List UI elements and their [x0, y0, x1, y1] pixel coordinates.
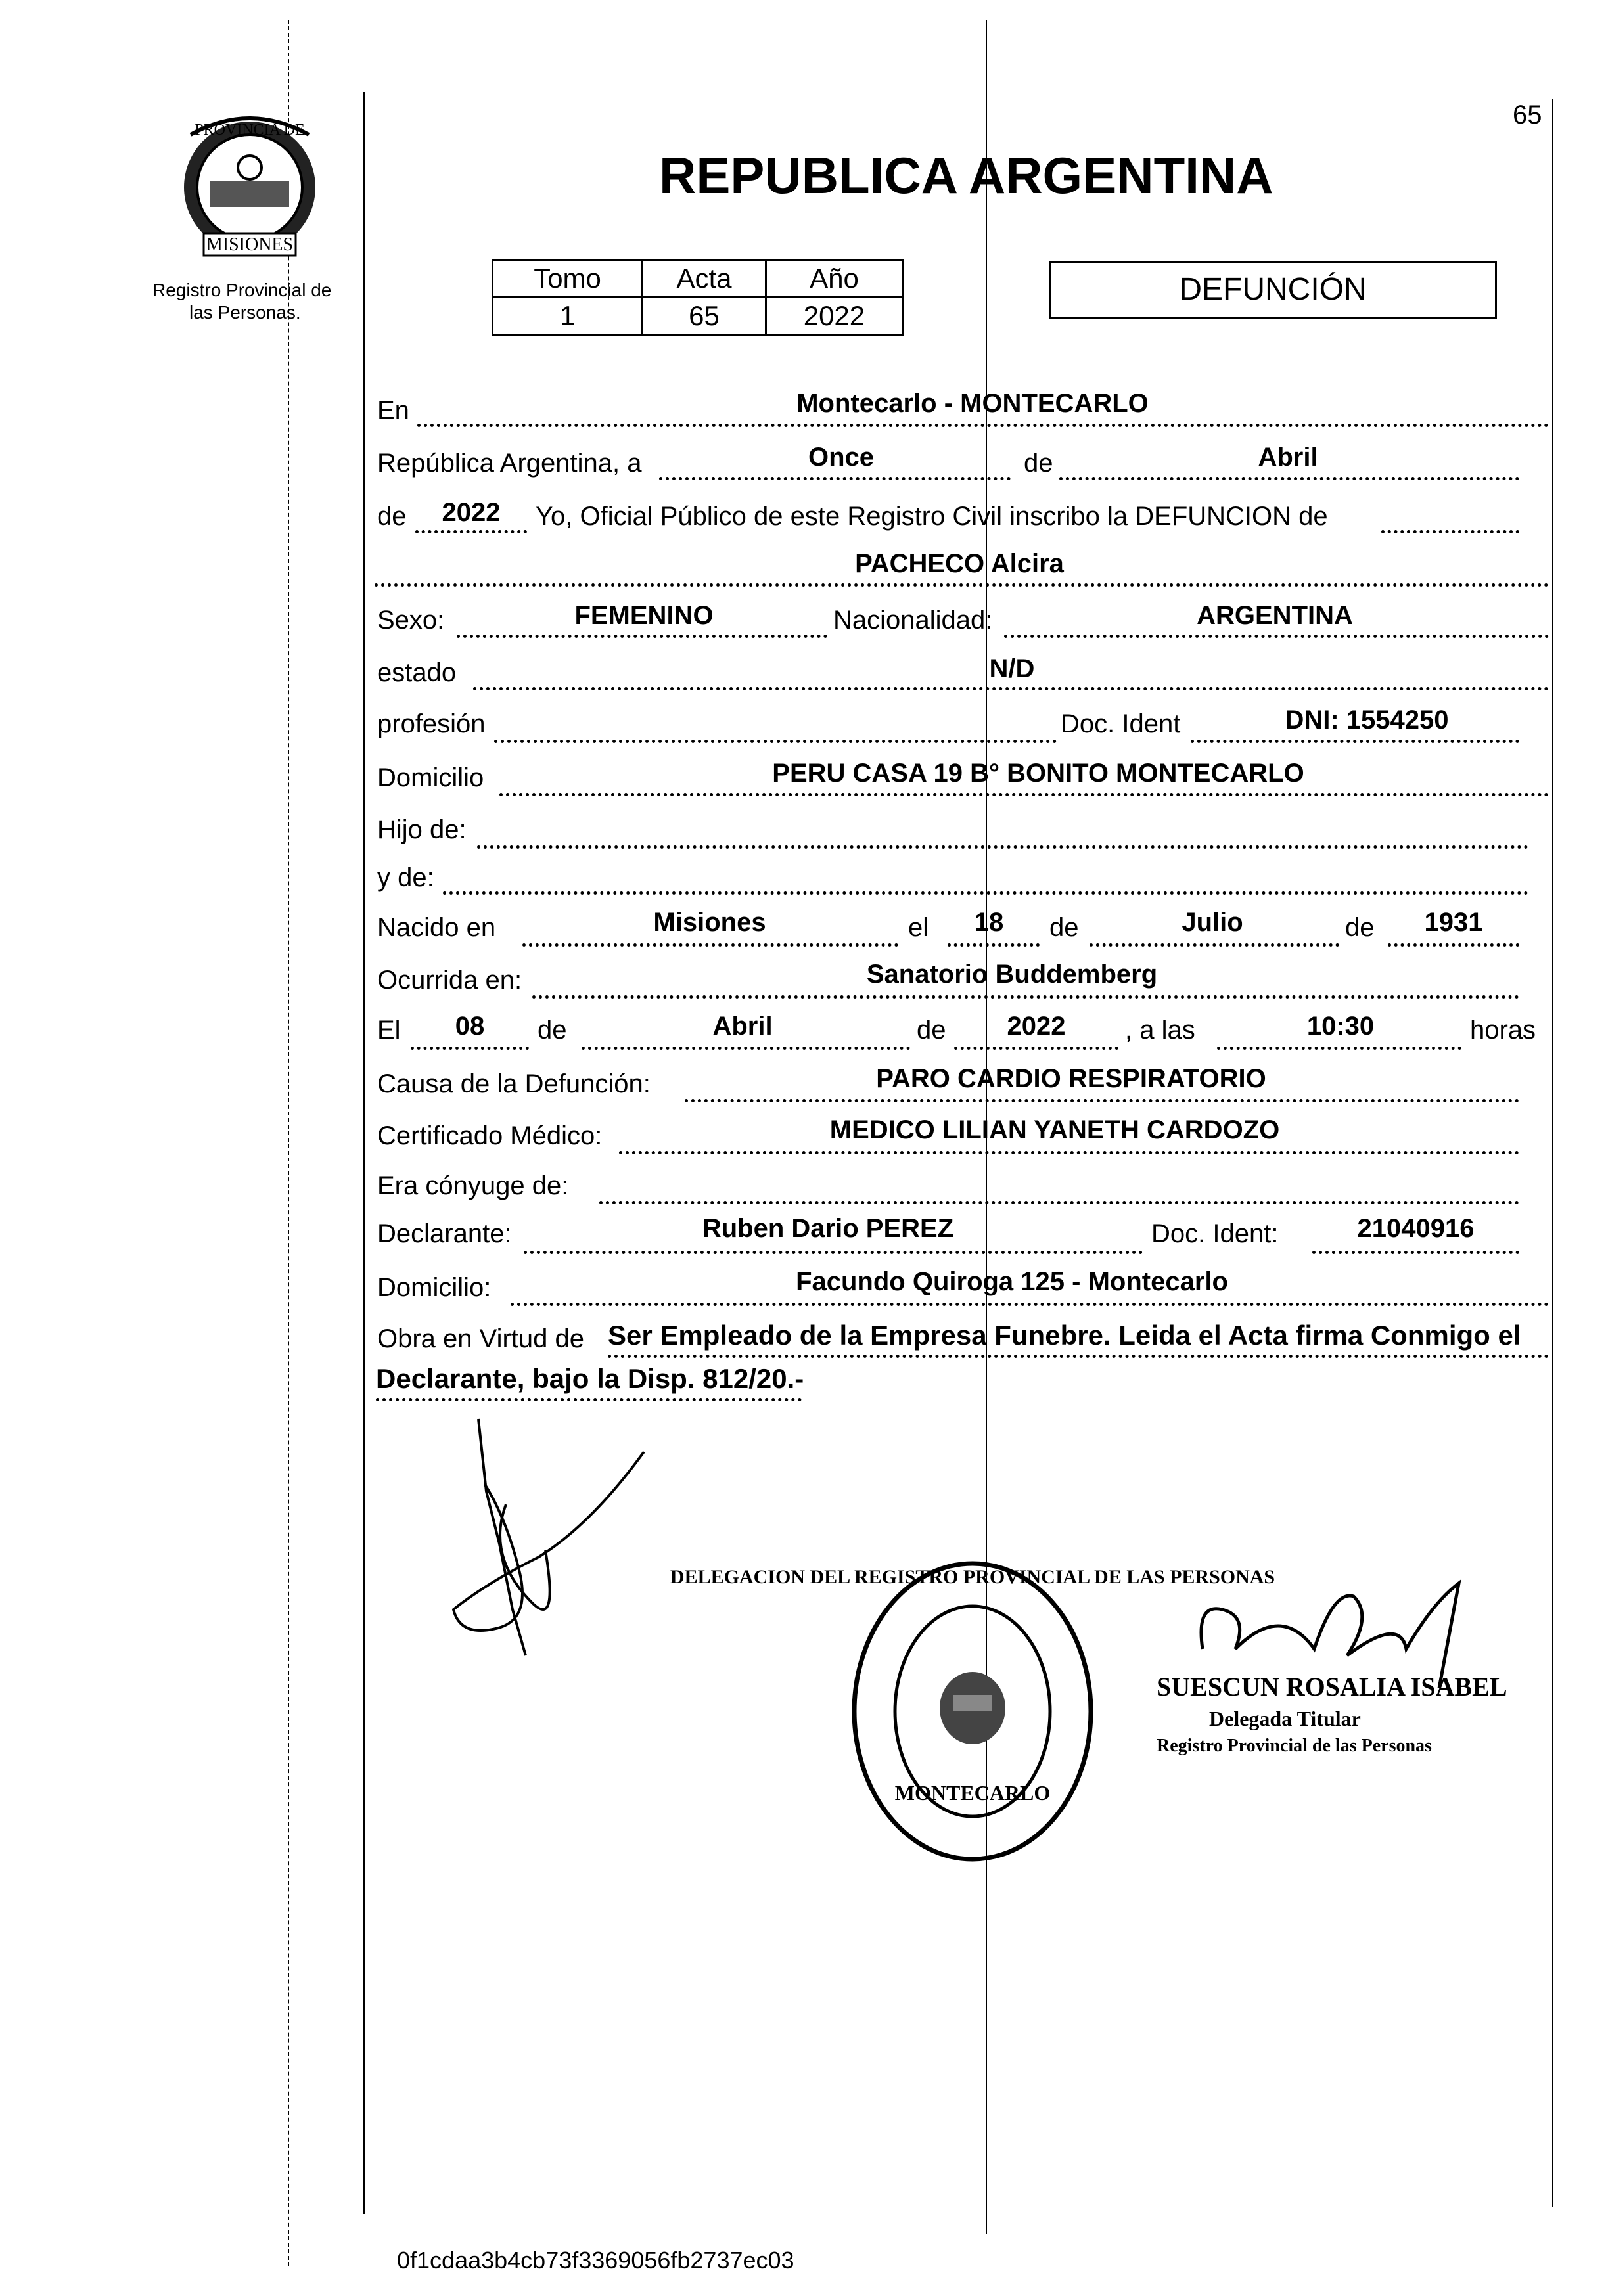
death-month: Abril	[712, 1012, 773, 1041]
causa-label: Causa de la Defunción:	[377, 1069, 651, 1098]
domicilio2-value: Facundo Quiroga 125 - Montecarlo	[796, 1267, 1228, 1296]
emblem-bottom-text: MISIONES	[206, 235, 294, 255]
act-type-box: DEFUNCIÓN	[1049, 261, 1497, 319]
year-value: 2022	[442, 498, 501, 527]
left-fold-line	[288, 20, 289, 2266]
nacionalidad-dots	[1004, 635, 1549, 638]
nacionalidad-label: Nacionalidad:	[833, 606, 993, 635]
obra-dots-1	[608, 1355, 1549, 1358]
causa-value: PARO CARDIO RESPIRATORIO	[876, 1064, 1266, 1093]
death-year-dots	[954, 1047, 1118, 1050]
nacido-value: Misiones	[653, 908, 766, 937]
acta-value: 65	[643, 298, 766, 335]
year-de-label: de	[377, 502, 407, 531]
ocurrida-value: Sanatorio Buddemberg	[866, 960, 1158, 989]
registry-caption-line1: Registro Provincial de	[152, 280, 332, 300]
seal-center-text: MONTECARLO	[894, 1781, 1051, 1805]
nacido-label: Nacido en	[377, 913, 496, 942]
register-table	[492, 259, 904, 336]
sexo-dots	[457, 635, 827, 638]
birth-de2-label: de	[1345, 913, 1375, 942]
ocurrida-label: Ocurrida en:	[377, 966, 522, 995]
conyuge-label: Era cónyuge de:	[377, 1171, 569, 1200]
tomo-header: Tomo	[493, 260, 643, 298]
estado-dots	[473, 687, 1549, 690]
delegation-seal	[670, 1557, 1275, 1866]
emblem-top-text: PROVINCIA DE	[195, 122, 305, 139]
anio-value: 2022	[766, 298, 902, 335]
declarante-label: Declarante:	[377, 1219, 512, 1248]
estado-value: N/D	[989, 654, 1035, 683]
birth-day: 18	[974, 908, 1004, 937]
inscribo-text: Yo, Oficial Público de este Registro Civil inscribo la DEFUNCION de	[536, 502, 1328, 531]
profesion-label: profesión	[377, 709, 486, 738]
causa-dots	[685, 1099, 1519, 1102]
anio-header: Año	[766, 260, 902, 298]
official-name: SUESCUN ROSALIA ISABEL	[1157, 1672, 1507, 1701]
death-year: 2022	[1007, 1012, 1066, 1041]
el2-label: El	[377, 1016, 401, 1045]
doc-ident-value: DNI: 1554250	[1285, 706, 1449, 734]
provincial-emblem	[164, 108, 335, 259]
en-label: En	[377, 396, 409, 425]
deceased-dots	[375, 583, 1549, 587]
death-day-dots	[411, 1047, 529, 1050]
domicilio-label: Domicilio	[377, 763, 484, 792]
birth-year-dots	[1388, 943, 1519, 947]
obra-value-line1: Ser Empleado de la Empresa Funebre. Leida el Acta firma Conmigo el	[608, 1320, 1521, 1351]
declarante-dots	[524, 1251, 1143, 1254]
birth-month-dots	[1090, 943, 1339, 947]
y-de-dots	[443, 891, 1528, 895]
domicilio2-dots	[511, 1303, 1549, 1306]
declarante-value: Ruben Dario PEREZ	[702, 1214, 954, 1243]
doc-ident-dots	[1191, 740, 1519, 743]
right-margin-line	[1552, 99, 1553, 2207]
profesion-dots	[494, 740, 1057, 743]
tomo-value: 1	[493, 298, 643, 335]
doc-ident2-dots	[1312, 1251, 1519, 1254]
official-office: Registro Provincial de las Personas	[1157, 1736, 1432, 1756]
obra-value-line2: Declarante, bajo la Disp. 812/20.-	[376, 1363, 804, 1394]
hijo-label: Hijo de:	[377, 815, 467, 844]
sexo-value: FEMENINO	[574, 601, 714, 630]
death-time: 10:30	[1306, 1012, 1375, 1041]
hijo-dots	[477, 845, 1528, 849]
doc-ident2-value: 21040916	[1357, 1214, 1475, 1243]
birth-month: Julio	[1182, 908, 1243, 937]
registry-caption-line2: las Personas.	[189, 302, 301, 323]
acta-header: Acta	[643, 260, 766, 298]
conyuge-dots	[599, 1201, 1519, 1204]
birth-day-dots	[948, 943, 1040, 947]
seal-ring-text: DELEGACION DEL REGISTRO PROVINCIAL DE LAS PERSONAS	[670, 1566, 1275, 1588]
y-de-label: y de:	[377, 863, 434, 892]
republica-label: República Argentina, a	[377, 449, 642, 478]
page-title: REPUBLICA ARGENTINA	[659, 146, 1273, 204]
certificado-dots	[619, 1151, 1519, 1154]
obra-dots-2	[376, 1398, 802, 1401]
birth-de1-label: de	[1049, 913, 1079, 942]
death-time-dots	[1217, 1047, 1461, 1050]
official-role: Delegada Titular	[1209, 1707, 1361, 1730]
en-value: Montecarlo - MONTECARLO	[796, 389, 1149, 418]
footer-hash: 0f1cdaa3b4cb73f3369056fb2737ec03	[397, 2247, 794, 2274]
day-value: Once	[808, 443, 875, 472]
year-dots	[415, 530, 527, 533]
nacionalidad-value: ARGENTINA	[1197, 601, 1353, 630]
ocurrida-dots	[532, 995, 1519, 999]
left-margin-line	[363, 92, 365, 2214]
estado-label: estado	[377, 658, 457, 687]
doc-ident2-label: Doc. Ident:	[1151, 1219, 1279, 1248]
en-dots	[417, 424, 1549, 427]
page-number: 65	[1513, 101, 1542, 129]
sexo-label: Sexo:	[377, 606, 445, 635]
de-label-1: de	[1024, 449, 1053, 478]
certificado-label: Certificado Médico:	[377, 1121, 603, 1150]
inscribo-dots	[1381, 530, 1519, 533]
death-de1-label: de	[538, 1016, 567, 1045]
horas-label: horas	[1470, 1016, 1536, 1045]
declarant-signature	[447, 1412, 657, 1662]
domicilio-value: PERU CASA 19 B° BONITO MONTECARLO	[772, 759, 1304, 788]
death-de2-label: de	[917, 1016, 946, 1045]
el-label: el	[908, 913, 929, 942]
domicilio-dots	[499, 793, 1549, 796]
birth-year: 1931	[1424, 908, 1483, 937]
death-day: 08	[455, 1012, 485, 1041]
month-dots	[1059, 477, 1519, 480]
domicilio2-label: Domicilio:	[377, 1273, 492, 1302]
month-value: Abril	[1258, 443, 1318, 472]
doc-ident-label: Doc. Ident	[1061, 709, 1181, 738]
obra-label: Obra en Virtud de	[377, 1324, 585, 1353]
deceased-name: PACHECO Alcira	[855, 549, 1064, 578]
a-las-label: , a las	[1125, 1016, 1195, 1045]
nacido-dots	[522, 943, 898, 947]
certificado-value: MEDICO LILIAN YANETH CARDOZO	[829, 1115, 1280, 1144]
day-dots	[659, 477, 1011, 480]
death-month-dots	[582, 1047, 910, 1050]
